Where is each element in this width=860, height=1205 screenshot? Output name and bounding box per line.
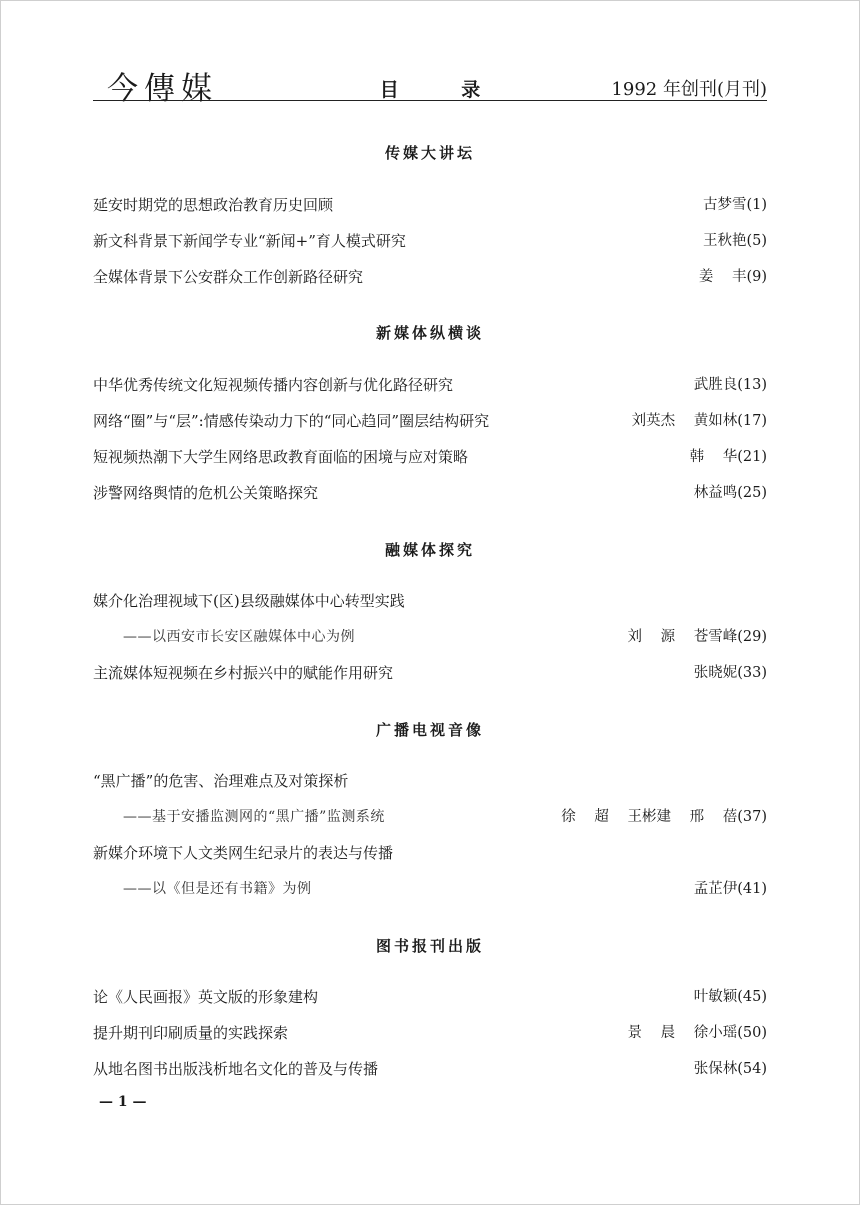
entry-title: 主流媒体短视频在乡村振兴中的赋能作用研究 [93,664,394,682]
section-title: 广播电视音像 [375,721,484,739]
entry-authors: 徐 超 王彬建 邢 蓓(37) [561,809,767,825]
toc-entry[interactable] [93,229,767,253]
toc-entry[interactable] [93,1057,767,1081]
section-title: 图书报刊出版 [375,937,484,955]
toc-entry[interactable] [93,841,767,865]
entry-authors: 张晓妮(33) [693,665,767,681]
entry-title: 提升期刊印刷质量的实践探索 [93,1024,289,1042]
page-title: 目 录 [379,79,509,101]
toc-entry[interactable] [93,769,767,793]
section-title: 融媒体探究 [384,541,475,559]
toc-entry[interactable] [93,1021,767,1045]
toc-entry-subtitle[interactable] [93,625,767,649]
entry-title: 短视频热潮下大学生网络思政教育面临的困境与应对策略 [93,448,469,466]
page-header [93,63,767,107]
entry-title: 媒介化治理视域下(区)县级融媒体中心转型实践 [93,592,405,610]
entry-authors: 王秋艳(5) [702,233,767,249]
entry-title: “黑广播”的危害、治理难点及对策探析 [93,772,349,790]
entry-authors: 武胜良(13) [693,377,767,393]
toc-entry-subtitle[interactable] [93,877,767,901]
entry-subtitle: ——以《但是还有书籍》为例 [123,881,312,897]
toc-entry[interactable] [93,481,767,505]
toc-entry[interactable] [93,445,767,469]
section-title: 新媒体纵横谈 [375,324,484,342]
entry-title: 新媒介环境下人文类网生纪录片的表达与传播 [93,844,394,862]
entry-title: 中华优秀传统文化短视频传播内容创新与优化路径研究 [93,376,454,394]
entry-authors: 姜 丰(9) [698,269,767,285]
section-title: 传媒大讲坛 [384,144,475,162]
entry-authors: 古梦雪(1) [702,197,767,213]
entry-authors: 张保林(54) [693,1061,767,1077]
entry-subtitle: ——以西安市长安区融媒体中心为例 [123,629,355,645]
entry-authors: 叶敏颖(45) [693,989,767,1005]
entry-title: 从地名图书出版浅析地名文化的普及与传播 [93,1060,379,1078]
entry-title: 延安时期党的思想政治教育历史回顾 [93,196,334,214]
entry-authors: 刘英杰 黄如林(17) [631,413,767,429]
journal-logo: 今傳媒 [107,71,218,107]
header-rule [93,100,767,101]
entry-subtitle: ——基于安播监测网的“黑广播”监测系统 [123,809,385,825]
entry-title: 全媒体背景下公安群众工作创新路径研究 [93,268,364,286]
entry-authors: 景 晨 徐小瑶(50) [627,1025,767,1041]
toc-entry[interactable] [93,373,767,397]
toc-entry[interactable] [93,193,767,217]
entry-title: 网络“圈”与“层”:情感传染动力下的“同心趋同”圈层结构研究 [93,412,490,430]
entry-title: 论《人民画报》英文版的形象建构 [93,988,319,1006]
toc-entry[interactable] [93,265,767,289]
toc-entry[interactable] [93,661,767,685]
entry-title: 涉警网络舆情的危机公关策略探究 [93,484,319,502]
toc-entry[interactable] [93,985,767,1009]
entry-title: 新文科背景下新闻学专业“新闻+”育人模式研究 [93,232,406,250]
entry-authors: 孟芷伊(41) [693,881,767,897]
toc-entry[interactable] [93,589,767,613]
entry-authors: 韩 华(21) [689,449,767,465]
founded-note: 1992 年创刊(月刊) [611,79,767,100]
entry-authors: 林益鸣(25) [693,485,767,501]
toc-entry[interactable] [93,409,767,433]
entry-authors: 刘 源 苍雪峰(29) [627,629,767,645]
toc-entry-subtitle[interactable] [93,805,767,829]
page-number: — 1 — [99,1094,147,1110]
